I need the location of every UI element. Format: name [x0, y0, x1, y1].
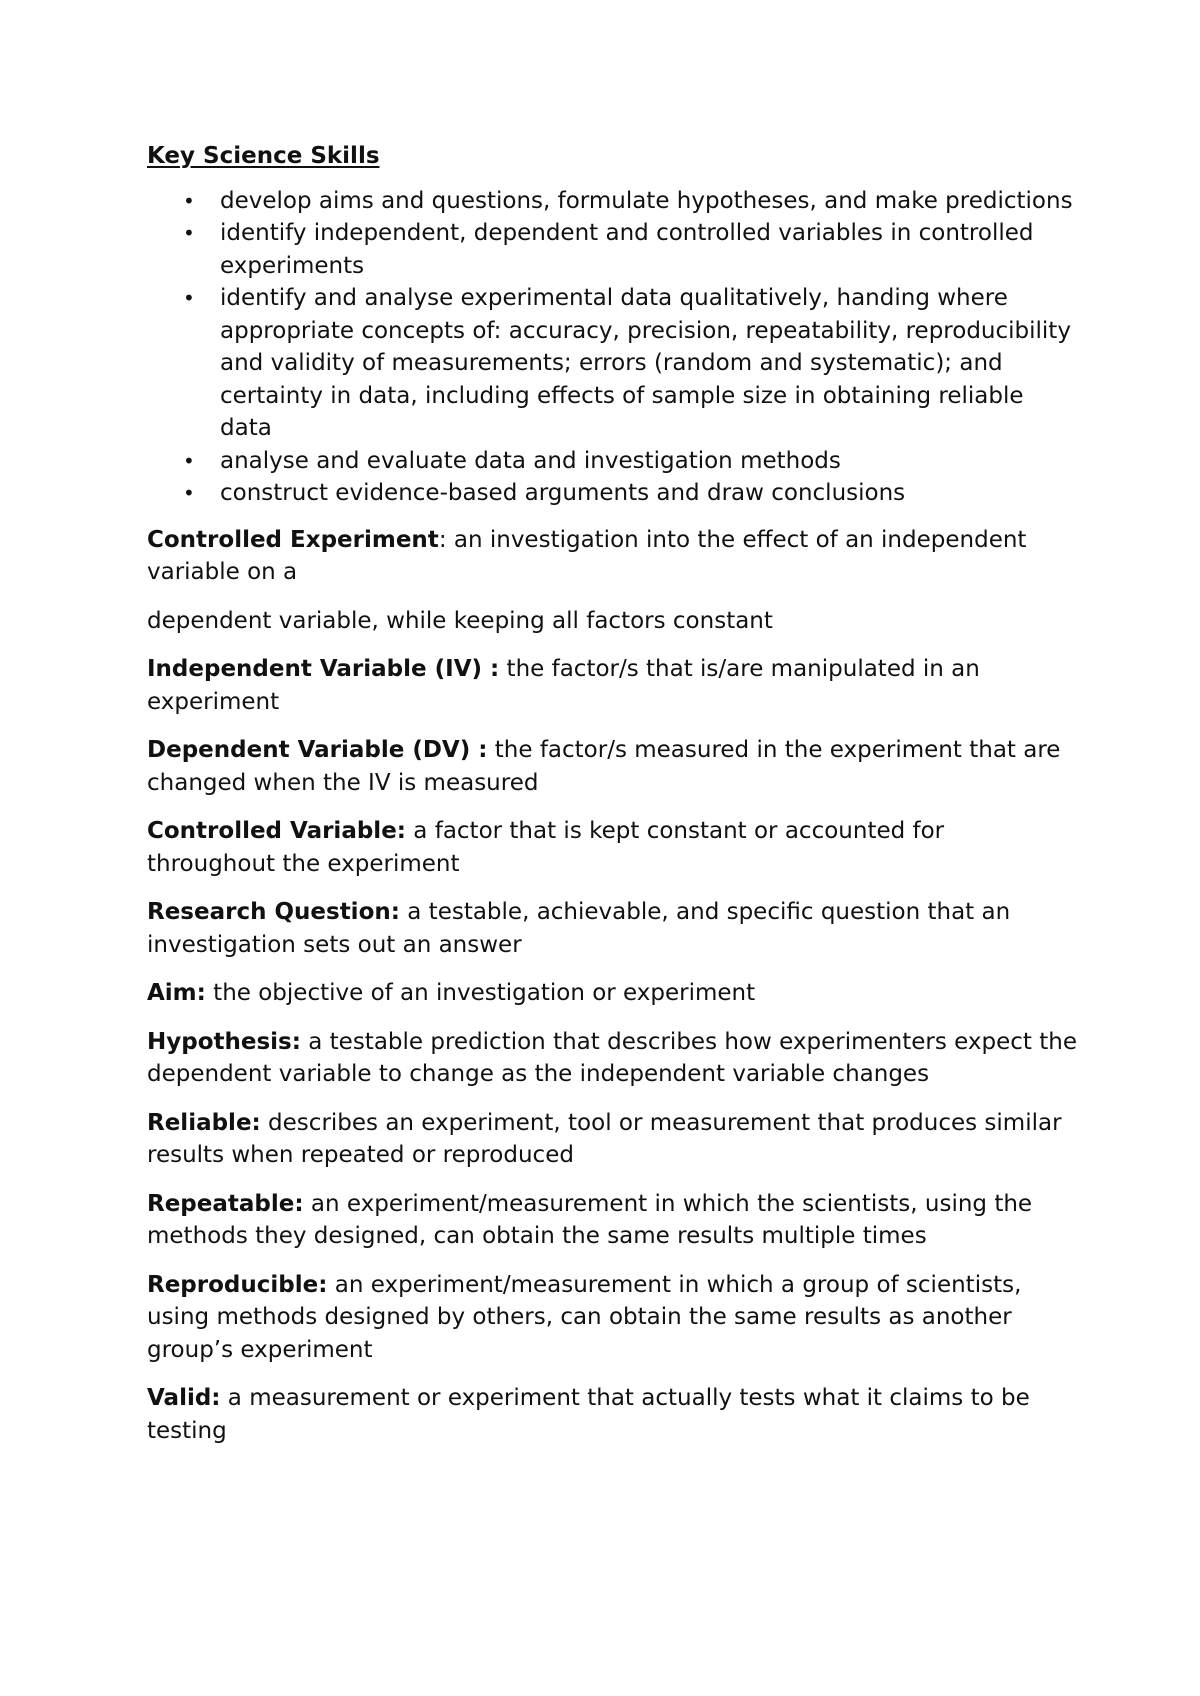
definition-independent-variable [147, 653, 1077, 718]
list-item [147, 217, 1077, 282]
definition-reproducible [147, 1269, 1077, 1367]
list-item-text: develop aims and questions, formulate hypotheses, and make predictions [220, 187, 1073, 214]
definition-text: a testable prediction that describes how experimenters expect the dependent variable to change as the independent variable changes [147, 1028, 1077, 1087]
skills-list [147, 185, 1077, 510]
list-item [147, 282, 1077, 445]
definition-text: the factor/s that is/are manipulated in an experiment [147, 656, 980, 715]
definition-term: Controlled Variable: [147, 818, 406, 844]
bullet-icon: • [183, 221, 195, 245]
definition-text: a factor that is kept constant or accounted for throughout the experiment [147, 818, 945, 877]
definition-text: describes an experiment, tool or measurement that produces similar results when repeated or reproduced [147, 1109, 1062, 1168]
definition-term: Dependent Variable (DV) : [147, 737, 488, 763]
definition-aim [147, 977, 1077, 1010]
definition-text: an experiment/measurement in which a group of scientists, using methods designed by others, can obtain the same results as another group’s experiment [147, 1271, 1022, 1363]
definition-text: the factor/s measured in the experiment that are changed when the IV is measured [147, 737, 1061, 796]
definition-term: Aim: [147, 980, 206, 1006]
list-item-text: identify independent, dependent and controlled variables in controlled experiments [220, 220, 1034, 279]
list-item-text: construct evidence-based arguments and draw conclusions [220, 480, 906, 506]
definition-repeatable [147, 1188, 1077, 1253]
definition-controlled-experiment [147, 524, 1077, 589]
list-item-text: identify and analyse experimental data qualitatively, handing where appropriate concepts of: accuracy, precision, repeatability, reproducibility and validity of measurements; errors (random and systematic); and certainty in data, including effects of sample size in obtaining reliable data [220, 285, 1071, 441]
definition-continuation [147, 605, 1077, 638]
definition-term: Controlled Experiment [147, 526, 439, 553]
definition-text: the objective of an investigation or experiment [205, 980, 756, 1006]
bullet-icon: • [183, 188, 195, 213]
list-item [147, 185, 1077, 218]
definition-dependent-variable [147, 734, 1077, 799]
definition-text: : an investigation into the effect of an independent variable on a [147, 526, 1027, 585]
definition-text: dependent variable, while keeping all factors constant [147, 607, 773, 634]
list-item [147, 445, 1077, 478]
bullet-icon: • [183, 481, 195, 505]
bullet-icon: • [183, 286, 195, 310]
definition-term: Valid: [147, 1385, 221, 1411]
definition-term: Repeatable: [147, 1190, 304, 1217]
definition-term: Reliable: [147, 1109, 261, 1136]
definition-term: Independent Variable (IV) : [147, 656, 500, 682]
definition-hypothesis [147, 1026, 1077, 1091]
page-title: Key Science Skills [147, 143, 380, 169]
bullet-icon: • [183, 448, 195, 473]
definition-research-question [147, 896, 1077, 961]
list-item [147, 477, 1077, 510]
definition-text: an experiment/measurement in which the scientists, using the methods they designed, can obtain the same results multiple times [147, 1190, 1033, 1249]
document-page [147, 140, 1077, 1463]
definition-reliable [147, 1107, 1077, 1172]
definition-text: a measurement or experiment that actually tests what it claims to be testing [147, 1385, 1030, 1444]
definition-term: Research Question: [147, 899, 400, 925]
definition-term: Hypothesis: [147, 1028, 301, 1055]
definition-text: a testable, achievable, and specific question that an investigation sets out an answer [147, 899, 1011, 958]
list-item-text: analyse and evaluate data and investigation methods [220, 447, 841, 474]
definition-term: Reproducible: [147, 1271, 328, 1298]
definition-controlled-variable [147, 815, 1077, 880]
definition-valid [147, 1382, 1077, 1447]
